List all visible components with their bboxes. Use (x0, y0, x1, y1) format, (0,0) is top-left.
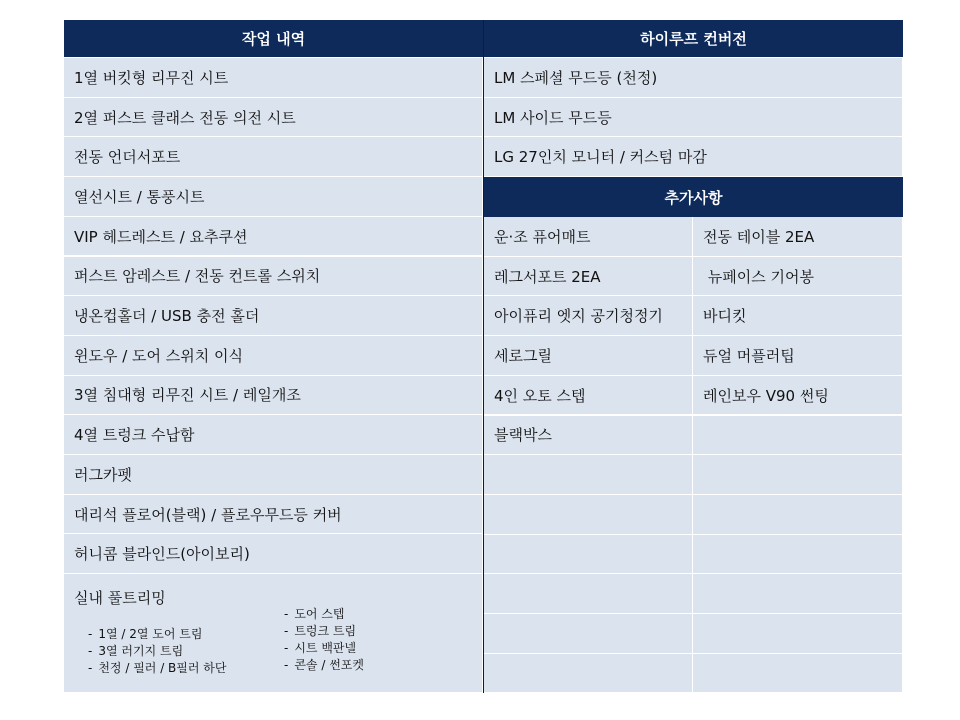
extra-item (693, 455, 903, 495)
header-work: 작업 내역 (64, 20, 483, 57)
bullet-dash: - (88, 627, 93, 641)
bullet-dash: - (284, 607, 289, 621)
header-conversion: 하이루프 컨버전 (484, 20, 903, 57)
extra-item (693, 654, 903, 694)
trim-subitem-label: 3열 러기지 트림 (98, 644, 184, 658)
conversion-item: LG 27인치 모니터 / 커스텀 마감 (484, 137, 903, 177)
extra-item: 레인보우 V90 썬팅 (693, 376, 903, 416)
work-item: 2열 퍼스트 클래스 전동 의전 시트 (64, 98, 483, 138)
work-item: VIP 헤드레스트 / 요추쿠션 (64, 217, 483, 257)
bullet-dash: - (284, 641, 289, 655)
conversion-item: LM 사이드 무드등 (484, 98, 903, 138)
trim-subitem (88, 660, 226, 676)
extra-item: 블랙박스 (484, 416, 693, 456)
extra-item (484, 654, 693, 694)
work-item: 4열 트렁크 수납함 (64, 415, 483, 455)
extra-item (484, 495, 693, 535)
extra-item (693, 535, 903, 575)
extra-item: 아이퓨리 엣지 공기청정기 (484, 296, 693, 336)
extra-item (484, 455, 693, 495)
trim-subitem-label: 천정 / 필러 / B필러 하단 (98, 661, 227, 675)
work-item: 대리석 플로어(블랙) / 플로우무드등 커버 (64, 495, 483, 535)
work-item: 허니콤 블라인드(아이보리) (64, 534, 483, 574)
extra-item (693, 416, 903, 456)
trim-subitem (284, 657, 364, 673)
bullet-dash: - (88, 644, 93, 658)
trim-subitem-label: 1열 / 2열 도어 트림 (98, 627, 203, 641)
work-item: 1열 버킷형 리무진 시트 (64, 58, 483, 98)
header-extra: 추가사항 (484, 177, 903, 217)
work-item: 전동 언더서포트 (64, 137, 483, 177)
conversion-item: LM 스페셜 무드등 (천정) (484, 58, 903, 98)
work-item: 냉온컵홀더 / USB 충전 홀더 (64, 296, 483, 336)
extra-item (693, 495, 903, 535)
trim-subitem (88, 626, 202, 642)
extra-item (693, 574, 903, 614)
extra-item (484, 614, 693, 654)
bullet-dash: - (284, 658, 289, 672)
work-item: 퍼스트 암레스트 / 전동 컨트롤 스위치 (64, 257, 483, 297)
work-item: 윈도우 / 도어 스위치 이식 (64, 336, 483, 376)
trim-subitem (284, 623, 356, 639)
trim-subitem (284, 640, 356, 656)
extra-item: 전동 테이블 2EA (693, 217, 903, 257)
work-table (64, 20, 903, 693)
work-item: 러그카펫 (64, 455, 483, 495)
work-item: 열선시트 / 통풍시트 (64, 177, 483, 217)
column-divider (483, 20, 484, 693)
extra-item (484, 535, 693, 575)
trim-subitem-label: 트렁크 트림 (294, 624, 357, 638)
extra-item (693, 614, 903, 654)
extra-item: 뉴페이스 기어봉 (693, 257, 903, 297)
extra-item: 레그서포트 2EA (484, 257, 693, 297)
work-item: 3열 침대형 리무진 시트 / 레일개조 (64, 376, 483, 416)
extra-item: 세로그릴 (484, 336, 693, 376)
extra-item: 운·조 퓨어매트 (484, 217, 693, 257)
trim-subitem (88, 643, 183, 659)
extra-item: 4인 오토 스텝 (484, 376, 693, 416)
trim-subitem-label: 콘솔 / 썬포켓 (294, 658, 364, 672)
extra-item (484, 574, 693, 614)
trim-title: 실내 풀트리밍 (74, 589, 166, 607)
trim-subitem-label: 도어 스텝 (294, 607, 345, 621)
bullet-dash: - (284, 624, 289, 638)
extra-item: 바디킷 (693, 296, 903, 336)
trim-subitem (284, 606, 345, 622)
extra-item: 듀얼 머플러팁 (693, 336, 903, 376)
bullet-dash: - (88, 661, 93, 675)
trim-subitem-label: 시트 백판넬 (294, 641, 357, 655)
